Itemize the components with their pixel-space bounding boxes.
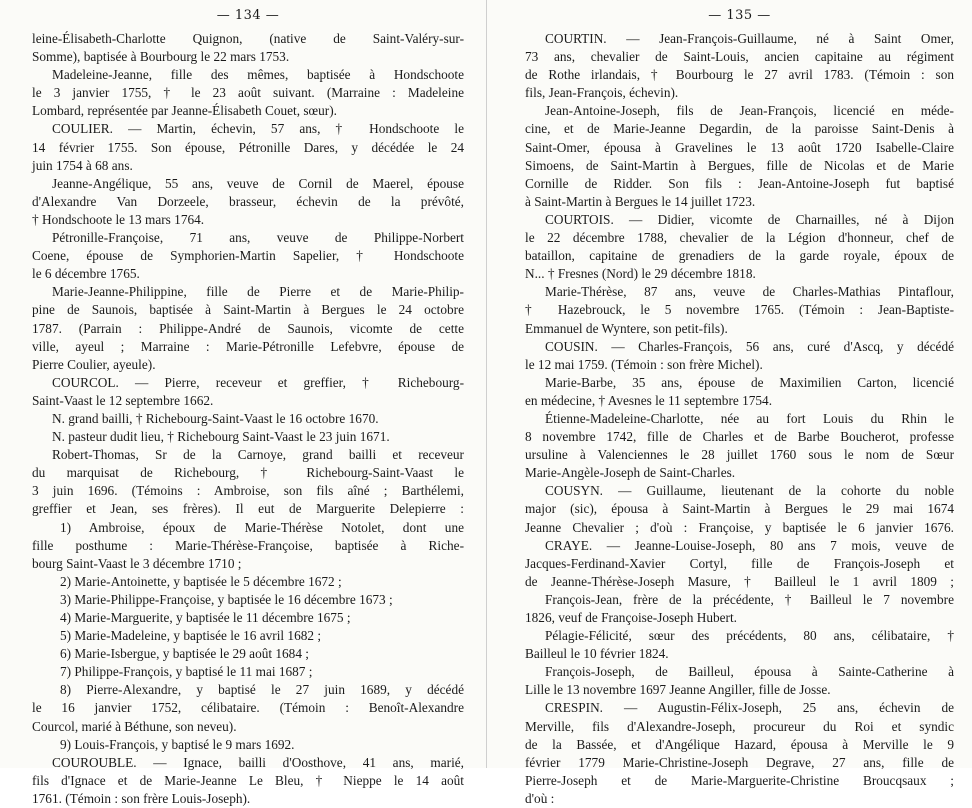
text-line: bourg Saint-Vaast le 3 décembre 1710 ; (32, 555, 242, 571)
text-line: Emmanuel de Wyntere, son petit-fils). (525, 320, 728, 336)
text-line: 7) Philippe-François, y baptisé le 11 mai 1687 ; (60, 664, 313, 680)
text-line: cine, et de Marie-Jeanne Degardin, de la paroisse Saint-Denis à (525, 121, 954, 137)
text-line: du marquisat de Richebourg, † Richebourg-Saint-Vaast le (32, 465, 464, 481)
text-line: le 16 janvier 1752, célibataire. (Témoin : Benoît-Alexandre (32, 700, 464, 716)
text-line: Pierre-Joseph et de Marie-Marguerite-Christine Broucqsaux ; (525, 772, 954, 788)
text-line: Marie-Barbe, 35 ans, épouse de Maximilien Carton, licencié (545, 374, 954, 390)
text-line: 2) Marie-Antoinette, y baptisée le 5 décembre 1672 ; (60, 573, 342, 589)
text-line: 9) Louis-François, y baptisé le 9 mars 1692. (60, 736, 295, 752)
text-line: le 12 mai 1759. (Témoin : son frère Michel). (525, 356, 763, 372)
text-line: 14 février 1755. Son épouse, Pétronille Dares, y décédée le 24 (32, 139, 464, 155)
text-line: bataillon, capitaine de grenadiers de la garde royale, époux de (525, 248, 954, 264)
text-line: N. grand bailli, † Richebourg-Saint-Vaast le 16 octobre 1670. (52, 410, 379, 426)
text-line: 4) Marie-Marguerite, y baptisée le 11 décembre 1675 ; (60, 610, 351, 625)
text-line: février 1779 Marie-Christine-Joseph Degrave, 27 ans, fille de (525, 754, 954, 770)
text-line: COULIER. — Martin, échevin, 57 ans, † Hondschoote le (52, 121, 464, 137)
text-line: Lille le 13 novembre 1697 Jeanne Angiller, fille de Josse. (525, 682, 831, 698)
text-line: Madeleine-Jeanne, fille des mêmes, baptisée à Hondschoote (52, 67, 464, 83)
text-line: de Rothe irlandais, † Bourbourg le 27 avril 1783. (Témoin : son (525, 67, 954, 83)
text-line: CRAYE. — Jeanne-Louise-Joseph, 80 ans 7 mois, veuve de (545, 537, 954, 553)
text-line: Pélagie-Félicité, sœur des précédents, 80 ans, célibataire, † (545, 628, 954, 644)
text-line: 73 ans, chevalier de Saint-Louis, ancien capitaine au régiment (525, 49, 954, 65)
left-page-text (32, 30, 464, 808)
text-line: Lombard, représentée par Jeanne-Élisabeth Couet, sœur). (32, 103, 337, 119)
text-line: ursuline à Valenciennes le 28 juillet 1760 sous le nom de Sœur (525, 447, 954, 463)
text-line: greffier et Jean, ses frères). Il eut de Marguerite Delepierre : (32, 501, 464, 517)
right-page-text (525, 30, 954, 808)
text-line: Marie-Thérèse, 87 ans, veuve de Charles-Mathias Pintaflour, (545, 284, 954, 300)
text-line: 1787. (Parrain : Philippe-André de Saunois, vicomte de cette (32, 320, 464, 336)
text-line: Jeanne-Angélique, 55 ans, veuve de Cornil de Maerel, épouse (52, 175, 464, 191)
text-line: Jeanne Chevalier ; d'où : Françoise, y baptisée le 6 janvier 1676. (525, 519, 954, 535)
text-line: d'Alexandre Van Dorzeele, brasseur, échevin de la prévôté, (32, 193, 464, 209)
text-line: le 6 décembre 1765. (32, 266, 140, 282)
text-line: d'où : (525, 790, 555, 806)
text-line: fils, Jean-François, échevin). (525, 85, 679, 101)
text-line: Pétronille-Françoise, 71 ans, veuve de Philippe-Norbert (52, 230, 464, 246)
text-line: 6) Marie-Isbergue, y baptisée le 29 août 1684 ; (60, 646, 309, 662)
text-line: Saint-Omer, épousa à Gravelines le 13 août 1720 Isabelle-Claire (525, 139, 954, 155)
text-line: à Saint-Martin à Bergues le 14 juillet 1723. (525, 193, 756, 209)
text-line: François-Joseph, de Bailleul, épousa à Sainte-Catherine à (545, 664, 954, 680)
text-line: Marie-Angèle-Joseph de Saint-Charles. (525, 465, 736, 481)
text-line: 5) Marie-Madeleine, y baptisée le 16 avril 1682 ; (60, 628, 322, 644)
text-line: de la Bassée, et d'Angélique Hazard, épousa à Merville le 9 (525, 736, 954, 752)
text-line: COURTOIS. — Didier, vicomte de Charnailles, né à Dijon (545, 211, 954, 227)
text-line: Saint-Vaast le 12 septembre 1662. (32, 392, 214, 408)
text-line: 1761. (Témoin : son frère Louis-Joseph). (32, 790, 251, 806)
text-line: CRESPIN. — Augustin-Félix-Joseph, 25 ans, échevin de (545, 700, 954, 716)
text-line: Courcol, marié à Béthune, son neveu). (32, 718, 237, 734)
text-line: Merville, fils d'Alexandre-Joseph, procureur du Roi et syndic (525, 718, 954, 734)
text-line: Étienne-Madeleine-Charlotte, née au fort Louis du Rhin le (545, 410, 954, 426)
text-line: pine de Saunois, baptisée à Saint-Martin à Bergues le 24 octobre (32, 302, 464, 318)
text-line: fille posthume : Marie-Thérèse-Françoise, baptisée à Riche- (32, 537, 464, 553)
text-line: Cornille de Ridder. Son fils : Jean-Antoine-Joseph fut baptisé (525, 175, 954, 191)
text-line: leine-Élisabeth-Charlotte Quignon, (native de Saint-Valéry-sur- (32, 31, 464, 46)
text-line: le 3 janvier 1755, † le 23 août suivant. (Marraine : Madeleine (32, 85, 464, 101)
right-page-number: — 135 — (708, 8, 771, 23)
text-line: Jean-Antoine-Joseph, fils de Jean-François, licencié en méde- (545, 103, 954, 119)
text-line: 1826, veuf de Françoise-Joseph Hubert. (525, 610, 737, 625)
text-line: 3 juin 1696. (Témoins : Ambroise, son fils aîné ; Barthélemi, (32, 483, 464, 499)
text-line: COURCOL. — Pierre, receveur et greffier, † Richebourg- (52, 374, 464, 390)
text-line: Robert-Thomas, Sr de la Carnoye, grand bailli et receveur (52, 447, 464, 463)
text-line: François-Jean, frère de la précédente, † Bailleul le 7 novembre (545, 591, 954, 607)
text-line: COURTIN. — Jean-François-Guillaume, né à Saint Omer, (545, 31, 954, 46)
left-page-number: — 134 — (216, 8, 280, 23)
left-page (0, 0, 486, 806)
text-line: Marie-Jeanne-Philippine, fille de Pierre et de Marie-Philip- (52, 284, 464, 300)
text-line: major (sic), épousa à Saint-Martin à Bergues le 29 mai 1674 (525, 501, 954, 517)
text-line: Somme), baptisée à Bourbourg le 22 mars 1753. (32, 49, 290, 65)
text-line: juin 1754 à 68 ans. (32, 157, 133, 173)
text-line: † Hondschoote le 13 mars 1764. (32, 211, 205, 227)
text-line: Bailleul le 10 février 1824. (525, 646, 669, 662)
text-line: fils d'Ignace et de Marie-Jeanne Le Bleu, † Nieppe le 14 août (32, 772, 464, 788)
text-line: COUSYN. — Guillaume, lieutenant de la cohorte du noble (545, 483, 954, 499)
text-line: en médecine, † Avesnes le 11 septembre 1754. (525, 392, 773, 408)
text-line: 8 novembre 1742, fille de Charles et de Barbe Boucherot, professe (525, 429, 954, 445)
text-line: † Hazebrouck, le 5 novembre 1765. (Témoin : Jean-Baptiste- (525, 302, 954, 318)
text-line: COUSIN. — Charles-François, 56 ans, curé d'Ascq, y décédé (545, 338, 954, 354)
text-line: de Jeanne-Thérèse-Joseph Masure, † Bailleul le 1 avril 1809 ; (525, 573, 954, 589)
text-line: ville, ayeul ; Marraine : Marie-Pétronille Lefebvre, épouse de (32, 338, 464, 354)
text-line: N. pasteur dudit lieu, † Richebourg Saint-Vaast le 23 juin 1671. (52, 429, 390, 445)
text-line: le 22 décembre 1788, chevalier de la Légion d'honneur, chef de (525, 230, 954, 246)
text-line: Coene, épouse de Symphorien-Martin Sapelier, † Hondschoote (32, 248, 464, 264)
text-line: Jacques-Ferdinand-Xavier Cortyl, fille de François-Joseph et (525, 555, 954, 571)
text-line: Pierre Coulier, ayeule). (32, 356, 156, 372)
text-line: 1) Ambroise, époux de Marie-Thérèse Notolet, dont une (60, 519, 464, 535)
text-line: Simoens, de Saint-Martin à Bergues, fille de Nicolas et de Marie (525, 157, 954, 173)
text-line: 8) Pierre-Alexandre, y baptisé le 27 juin 1689, y décédé (60, 682, 464, 698)
text-line: 3) Marie-Philippe-Françoise, y baptisée le 16 décembre 1673 ; (60, 591, 393, 607)
text-line: COUROUBLE. — Ignace, bailli d'Oosthove, 41 ans, marié, (52, 754, 464, 770)
text-line: N... † Fresnes (Nord) le 29 décembre 1818. (525, 266, 756, 282)
right-page (486, 0, 972, 806)
